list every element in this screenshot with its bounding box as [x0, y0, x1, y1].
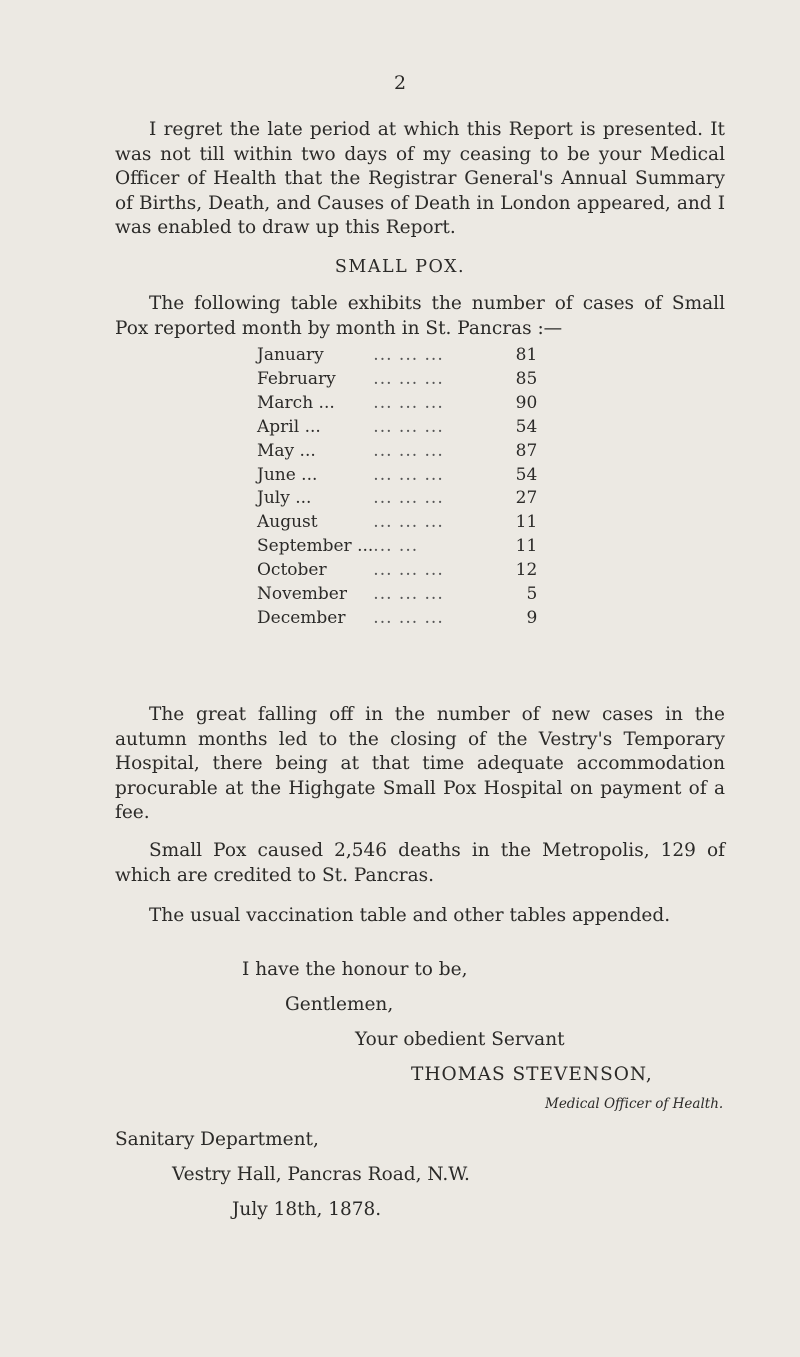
address-line: Vestry Hall, Pancras Road, N.W.	[172, 1164, 470, 1185]
closing-honour-line: I have the honour to be,	[242, 959, 468, 980]
leader-dots: ... ... ...	[373, 607, 444, 628]
table-row	[257, 511, 537, 535]
month-cell: October	[257, 560, 327, 581]
vaccination-paragraph: The usual vaccination table and other tables appended.	[149, 905, 671, 926]
monthly-cases-body	[257, 344, 537, 631]
table-row	[257, 392, 537, 416]
table-row	[257, 368, 537, 392]
table-intro-paragraph: The following table exhibits the number of cases of Small Pox reported month by month in St. Pancras :—	[115, 293, 725, 339]
month-cell: May ...	[257, 440, 316, 461]
leader-dots: ... ... ...	[373, 584, 444, 605]
case-count-cell: 11	[515, 536, 538, 557]
case-count-cell: 9	[526, 607, 538, 628]
leader-dots: ... ... ...	[373, 440, 444, 461]
falling-off-paragraph: The great falling off in the number of new cases in the autumn months led to the closing of the Vestry's Temporary Hospital, there being at that time adequate accommodation procurable at the Highgate Small Pox Hospital on payment of a fee.	[115, 704, 725, 823]
table-row	[257, 440, 537, 464]
month-cell: March ...	[257, 392, 335, 413]
signatory-name: THOMAS STEVENSON,	[411, 1064, 653, 1085]
month-cell: November	[257, 584, 347, 605]
month-cell: September ...	[257, 536, 374, 557]
section-heading: SMALL POX.	[334, 257, 466, 277]
month-cell: January	[257, 345, 324, 365]
leader-dots: ... ...	[373, 536, 419, 557]
table-row	[257, 416, 537, 440]
deaths-paragraph: Small Pox caused 2,546 deaths in the Metropolis, 129 of which are credited to St. Pancras.	[115, 840, 725, 886]
department-line: Sanitary Department,	[115, 1129, 319, 1150]
case-count-cell: 85	[515, 368, 538, 389]
case-count-cell: 81	[515, 345, 538, 365]
month-cell: June ...	[257, 464, 318, 485]
month-cell: July ...	[257, 488, 312, 509]
leader-dots: ... ... ...	[373, 416, 444, 437]
table-row	[257, 583, 537, 607]
leader-dots: ... ... ...	[373, 392, 444, 413]
leader-dots: ... ... ...	[373, 488, 444, 509]
table-row	[257, 487, 537, 511]
monthly-cases-table	[257, 344, 537, 631]
leader-dots: ... ... ...	[373, 464, 444, 485]
case-count-cell: 5	[526, 584, 538, 605]
leader-dots: ... ... ...	[373, 560, 444, 581]
table-row	[257, 535, 537, 559]
month-cell: December	[257, 607, 346, 628]
table-row	[257, 344, 537, 368]
leader-dots: ... ... ...	[373, 368, 444, 389]
signatory-title: Medical Officer of Health.	[545, 1096, 724, 1112]
case-count-cell: 27	[515, 488, 538, 509]
case-count-cell: 11	[515, 512, 538, 533]
leader-dots: ... ... ...	[373, 345, 444, 365]
closing-servant-line: Your obedient Servant	[355, 1029, 565, 1050]
month-cell: February	[257, 368, 336, 389]
date-line: July 18th, 1878.	[232, 1199, 382, 1220]
case-count-cell: 54	[515, 416, 538, 437]
page-number: 2	[393, 72, 407, 94]
month-cell: April ...	[257, 416, 321, 437]
intro-paragraph: I regret the late period at which this Report is presented. It was not till within two days of my ceasing to be your Medical Officer of Health that the Registrar General's Annual Summary of Births, Death, and Causes of Death in London appeared, and I was enabled to draw up this Report.	[115, 119, 725, 238]
month-cell: August	[257, 512, 318, 533]
table-row	[257, 464, 537, 488]
table-row	[257, 559, 537, 583]
case-count-cell: 87	[515, 440, 538, 461]
case-count-cell: 90	[515, 392, 538, 413]
case-count-cell: 12	[515, 560, 538, 581]
table-row	[257, 607, 537, 631]
case-count-cell: 54	[515, 464, 538, 485]
closing-salutation: Gentlemen,	[285, 994, 394, 1015]
leader-dots: ... ... ...	[373, 512, 444, 533]
